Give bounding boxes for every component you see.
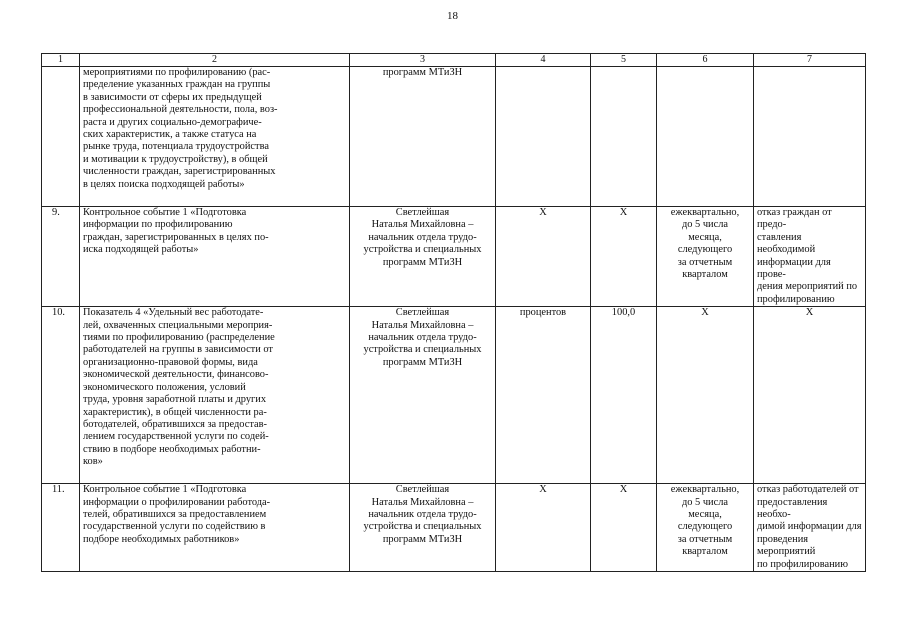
column-header-6: 6 xyxy=(657,54,754,67)
row-description: Показатель 4 «Удельный вес работодате- лей, охваченных специальными мероприя- тиями по профилированию (распределение работодателей на группы в зависимости от организационно-правовой формы, вида экономической деятельности, финансово- экономического положения, условий труда, уровня заработной платы и других характеристик), в общей численности ра- ботодателей, обратившихся за предостав- лением государственной услуги по содей- ствию в подборе необходимых работни- ков» xyxy=(80,307,350,484)
column-header-1: 1 xyxy=(42,54,80,67)
row-responsible: Светлейшая Наталья Михайловна – начальник отдела трудо- устройства и специальных программ МТиЗН xyxy=(350,484,496,572)
table-row xyxy=(42,484,866,572)
row-value: 100,0 xyxy=(591,307,657,484)
table-row xyxy=(42,207,866,307)
table-row xyxy=(42,307,866,484)
row-responsible: Светлейшая Наталья Михайловна – начальник отдела трудо- устройства и специальных программ МТиЗН xyxy=(350,207,496,307)
row-value: X xyxy=(591,207,657,307)
row-deadline xyxy=(657,67,754,207)
measures-table xyxy=(41,53,866,572)
row-deadline: ежеквартально, до 5 числа месяца, следующего за отчетным кварталом xyxy=(657,484,754,572)
row-deadline: X xyxy=(657,307,754,484)
table-row xyxy=(42,67,866,207)
row-result xyxy=(754,67,866,207)
row-description: мероприятиями по профилированию (рас- пределение указанных граждан на группы в зависимости от сферы их предыдущей профессиональной деятельности, пола, воз- раста и других социально-демографиче- ских характеристик, а также статуса на рынке труда, потенциала трудоустройства и мотивации к трудоустройству), в общей численности граждан, зарегистрированных в целях поиска подходящей работы» xyxy=(80,67,350,207)
row-unit: процентов xyxy=(496,307,591,484)
row-description: Контрольное событие 1 «Подготовка информации по профилированию граждан, зарегистрированных в целях по- иска подходящей работы» xyxy=(80,207,350,307)
row-responsible: программ МТиЗН xyxy=(350,67,496,207)
header-row xyxy=(42,54,866,67)
row-description: Контрольное событие 1 «Подготовка информации о профилировании работода- телей, обратившихся за предоставлением государственной услуги по содействию в подборе необходимых работников» xyxy=(80,484,350,572)
row-unit: X xyxy=(496,484,591,572)
column-header-3: 3 xyxy=(350,54,496,67)
row-value: X xyxy=(591,484,657,572)
row-number: 9. xyxy=(42,207,80,307)
row-result: X xyxy=(754,307,866,484)
page-number: 18 xyxy=(447,10,458,22)
column-header-2: 2 xyxy=(80,54,350,67)
row-unit: X xyxy=(496,207,591,307)
row-deadline: ежеквартально, до 5 числа месяца, следующего за отчетным кварталом xyxy=(657,207,754,307)
row-result: отказ работодателей от предоставления необхо- димой информации для проведения мероприятий по профилированию xyxy=(754,484,866,572)
row-result: отказ граждан от предо- ставления необходимой информации для прове- дения мероприятий по профилированию xyxy=(754,207,866,307)
row-number: 10. xyxy=(42,307,80,484)
row-unit xyxy=(496,67,591,207)
row-value xyxy=(591,67,657,207)
row-responsible: Светлейшая Наталья Михайловна – начальник отдела трудо- устройства и специальных программ МТиЗН xyxy=(350,307,496,484)
column-header-5: 5 xyxy=(591,54,657,67)
row-number: 11. xyxy=(42,484,80,572)
column-header-7: 7 xyxy=(754,54,866,67)
column-header-4: 4 xyxy=(496,54,591,67)
row-number xyxy=(42,67,80,207)
